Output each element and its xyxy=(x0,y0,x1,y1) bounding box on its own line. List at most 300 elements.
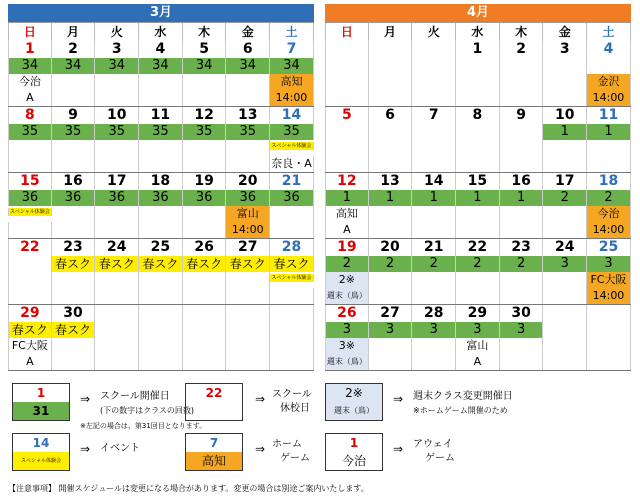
arrow-icon: ⇒ xyxy=(393,392,404,406)
day-number: 19 xyxy=(325,239,369,256)
event-text xyxy=(95,222,139,238)
day-number: 6 xyxy=(369,107,413,124)
event-text xyxy=(456,272,500,288)
dow-sun: 日 xyxy=(8,23,52,41)
legend-weekend-label: 週末クラス変更開催日 xyxy=(413,391,513,402)
class-count: 2 xyxy=(412,256,456,272)
class-count xyxy=(412,58,456,74)
week-w2 xyxy=(8,107,314,173)
day-number: 12 xyxy=(325,173,369,190)
event-text xyxy=(543,156,587,172)
event-text: スペシャル体験会 xyxy=(9,209,50,215)
day-number: 27 xyxy=(369,305,413,322)
event-text xyxy=(270,222,314,238)
march-calendar xyxy=(8,4,314,371)
day-number: 28 xyxy=(412,305,456,322)
class-count: 2 xyxy=(456,256,500,272)
event-text: スペシャル体験会 xyxy=(270,274,314,282)
event-text xyxy=(500,272,544,288)
event-text xyxy=(543,206,587,222)
event-text: 今治 xyxy=(8,74,52,90)
class-count xyxy=(8,256,52,272)
class-count: 1 xyxy=(456,190,500,206)
class-count: 35 xyxy=(95,124,139,140)
legend-school-day: 1 xyxy=(36,386,46,400)
day-number: 9 xyxy=(52,107,96,124)
event-text xyxy=(412,156,456,172)
event-text: 高知 xyxy=(325,206,369,222)
day-number xyxy=(270,305,314,322)
class-count: 春スク xyxy=(270,256,314,272)
class-count: 3 xyxy=(500,322,544,338)
class-count: 34 xyxy=(226,58,270,74)
class-count: 35 xyxy=(8,124,52,140)
day-number: 21 xyxy=(412,239,456,256)
week-w5 xyxy=(8,305,314,371)
class-count: 3 xyxy=(456,322,500,338)
event-text xyxy=(456,288,500,304)
day-number: 7 xyxy=(270,41,314,58)
week-w1 xyxy=(8,41,314,107)
class-count: 35 xyxy=(52,124,96,140)
dow-mon: 月 xyxy=(369,23,413,41)
event-text xyxy=(95,156,139,172)
class-count: 1 xyxy=(500,190,544,206)
legend-off-label1: スクール xyxy=(272,389,312,400)
event-text xyxy=(52,206,96,222)
legend-weekend-sub: 週末（鳥） xyxy=(334,406,374,415)
event-text xyxy=(456,90,500,106)
event-text xyxy=(456,206,500,222)
month-title: 4月 xyxy=(325,4,631,22)
class-count: 36 xyxy=(270,190,314,206)
event-text xyxy=(325,156,369,172)
day-number: 26 xyxy=(183,239,227,256)
event-text xyxy=(325,90,369,106)
dow-sat: 土 xyxy=(587,23,631,41)
day-number: 15 xyxy=(456,173,500,190)
event-text xyxy=(587,156,631,172)
legend-away-box xyxy=(325,433,383,471)
day-number: 18 xyxy=(587,173,631,190)
event-text xyxy=(369,222,413,238)
class-count: 2 xyxy=(500,256,544,272)
dow-thu: 木 xyxy=(500,23,544,41)
legend-school-note: ※左記の場合は、第31回目となります。 xyxy=(80,422,207,430)
class-count: 2 xyxy=(587,190,631,206)
event-text: FC大阪 xyxy=(587,272,631,288)
week-w5 xyxy=(325,305,631,371)
class-count: 2 xyxy=(369,256,413,272)
day-number: 2 xyxy=(500,41,544,58)
day-number: 26 xyxy=(325,305,369,322)
event-text xyxy=(52,74,96,90)
event-text xyxy=(500,338,544,354)
event-text xyxy=(139,90,183,106)
event-text xyxy=(412,140,456,156)
event-text xyxy=(543,140,587,156)
day-number: 5 xyxy=(325,107,369,124)
class-count: 34 xyxy=(139,58,183,74)
event-text xyxy=(52,140,96,156)
event-text xyxy=(412,272,456,288)
legend-away-team: 今治 xyxy=(341,454,366,468)
event-text xyxy=(543,272,587,288)
class-count xyxy=(325,124,369,140)
legend-away-label2: ゲーム xyxy=(425,453,455,464)
event-text xyxy=(369,74,413,90)
event-text xyxy=(500,354,544,370)
day-number: 4 xyxy=(139,41,183,58)
month-title: 3月 xyxy=(8,4,314,22)
event-text xyxy=(587,140,631,156)
event-text xyxy=(270,288,314,304)
day-number: 5 xyxy=(183,41,227,58)
event-text xyxy=(8,272,52,288)
week-w1 xyxy=(325,41,631,107)
legend-school-sub: (下の数字はクラスの回数) xyxy=(100,406,195,415)
event-text xyxy=(456,222,500,238)
class-count xyxy=(543,322,587,338)
event-text xyxy=(95,288,139,304)
legend-school-box xyxy=(12,383,70,421)
class-count: 3 xyxy=(587,256,631,272)
event-text xyxy=(543,338,587,354)
event-text xyxy=(8,288,52,304)
day-number xyxy=(543,305,587,322)
day-number: 17 xyxy=(95,173,139,190)
event-text xyxy=(139,206,183,222)
event-text xyxy=(52,288,96,304)
class-count xyxy=(369,124,413,140)
event-text xyxy=(52,156,96,172)
event-text xyxy=(226,272,270,288)
event-text xyxy=(412,288,456,304)
day-number: 23 xyxy=(52,239,96,256)
event-text xyxy=(412,206,456,222)
day-number: 20 xyxy=(226,173,270,190)
event-text xyxy=(139,272,183,288)
event-text xyxy=(270,206,314,222)
event-text xyxy=(183,140,227,156)
day-number: 1 xyxy=(456,41,500,58)
event-text xyxy=(183,222,227,238)
legend-off-day: 22 xyxy=(205,386,223,400)
legend-event-label: イベント xyxy=(100,443,140,454)
class-count: 春スク xyxy=(139,256,183,272)
dow-fri: 金 xyxy=(226,23,270,41)
class-count: 35 xyxy=(270,124,314,140)
day-number: 21 xyxy=(270,173,314,190)
legend-event-day: 14 xyxy=(32,436,50,450)
class-count: 36 xyxy=(139,190,183,206)
event-text xyxy=(139,74,183,90)
event-text xyxy=(183,288,227,304)
event-text xyxy=(412,90,456,106)
event-text xyxy=(226,90,270,106)
day-number: 6 xyxy=(226,41,270,58)
event-text: 2※ xyxy=(325,272,369,288)
event-text xyxy=(95,338,139,354)
class-count: 3 xyxy=(412,322,456,338)
day-number: 28 xyxy=(270,239,314,256)
class-count xyxy=(500,58,544,74)
event-text xyxy=(226,354,270,370)
legend-home-label2: ゲーム xyxy=(280,453,310,464)
event-text xyxy=(270,338,314,354)
event-text xyxy=(52,338,96,354)
class-count: 34 xyxy=(8,58,52,74)
event-text: A xyxy=(325,222,369,238)
day-number: 10 xyxy=(95,107,139,124)
week-w4 xyxy=(8,239,314,305)
event-text xyxy=(500,140,544,156)
event-text xyxy=(456,74,500,90)
day-number: 22 xyxy=(8,239,52,256)
day-number: 29 xyxy=(456,305,500,322)
legend-home-team: 高知 xyxy=(186,452,242,470)
event-text xyxy=(183,272,227,288)
day-number: 25 xyxy=(587,239,631,256)
event-text: 14:00 xyxy=(270,90,314,106)
day-number: 24 xyxy=(95,239,139,256)
event-text: 14:00 xyxy=(587,288,631,304)
event-text xyxy=(95,140,139,156)
event-text xyxy=(587,354,631,370)
event-text xyxy=(500,156,544,172)
class-count: 2 xyxy=(543,190,587,206)
day-number: 3 xyxy=(95,41,139,58)
event-text xyxy=(95,206,139,222)
event-text xyxy=(456,140,500,156)
day-number: 14 xyxy=(412,173,456,190)
week-w3 xyxy=(325,173,631,239)
class-count: 春スク xyxy=(226,256,270,272)
event-text xyxy=(543,288,587,304)
class-count: 春スク xyxy=(183,256,227,272)
event-text xyxy=(52,90,96,106)
event-text xyxy=(95,74,139,90)
event-text: 高知 xyxy=(270,74,314,90)
event-text xyxy=(543,90,587,106)
day-number: 30 xyxy=(52,305,96,322)
event-text xyxy=(543,354,587,370)
day-number: 30 xyxy=(500,305,544,322)
arrow-icon: ⇒ xyxy=(255,392,266,406)
legend-school-label: スクール開催日 xyxy=(100,391,170,402)
day-number: 17 xyxy=(543,173,587,190)
day-number: 11 xyxy=(587,107,631,124)
event-text: FC大阪 xyxy=(8,338,52,354)
event-text xyxy=(543,74,587,90)
day-number: 8 xyxy=(456,107,500,124)
event-text: A xyxy=(456,354,500,370)
day-number: 11 xyxy=(139,107,183,124)
event-text xyxy=(52,222,96,238)
day-number: 13 xyxy=(226,107,270,124)
event-text xyxy=(369,156,413,172)
event-text: 金沢 xyxy=(587,74,631,90)
week-w3 xyxy=(8,173,314,239)
class-count xyxy=(95,322,139,338)
class-count: 春スク xyxy=(52,256,96,272)
event-text xyxy=(183,74,227,90)
legend-away-day: 1 xyxy=(349,436,359,450)
event-text xyxy=(412,74,456,90)
event-text xyxy=(412,222,456,238)
event-text xyxy=(226,156,270,172)
class-count: 1 xyxy=(543,124,587,140)
day-number xyxy=(183,305,227,322)
class-count xyxy=(543,58,587,74)
event-text xyxy=(52,272,96,288)
day-number xyxy=(95,305,139,322)
dow-sun: 日 xyxy=(325,23,369,41)
class-count xyxy=(500,124,544,140)
event-text: 奈良・A xyxy=(270,156,314,172)
day-number xyxy=(139,305,183,322)
arrow-icon: ⇒ xyxy=(80,442,91,456)
class-count: 34 xyxy=(183,58,227,74)
day-number: 24 xyxy=(543,239,587,256)
class-count xyxy=(139,322,183,338)
legend-home-box xyxy=(185,433,243,471)
class-count: 36 xyxy=(183,190,227,206)
class-count: 3 xyxy=(369,322,413,338)
event-text xyxy=(369,140,413,156)
event-text xyxy=(412,354,456,370)
class-count xyxy=(456,58,500,74)
day-number: 4 xyxy=(587,41,631,58)
event-text xyxy=(369,338,413,354)
day-number: 23 xyxy=(500,239,544,256)
day-number: 7 xyxy=(412,107,456,124)
event-text xyxy=(226,74,270,90)
class-count xyxy=(226,322,270,338)
dow-fri: 金 xyxy=(543,23,587,41)
dow-sat: 土 xyxy=(270,23,314,41)
dow-mon: 月 xyxy=(52,23,96,41)
day-number: 25 xyxy=(139,239,183,256)
event-text xyxy=(456,156,500,172)
event-text xyxy=(183,90,227,106)
class-count: 35 xyxy=(226,124,270,140)
dow-wed: 水 xyxy=(456,23,500,41)
day-number: 29 xyxy=(8,305,52,322)
legend-event-sub: スペシャル体験会 xyxy=(13,452,69,470)
event-text xyxy=(500,206,544,222)
class-count xyxy=(325,58,369,74)
event-text: 富山 xyxy=(226,206,270,222)
event-text: A xyxy=(8,354,52,370)
event-text xyxy=(8,222,52,238)
class-count xyxy=(456,124,500,140)
footnote: 【注意事項】 開催スケジュールは変更になる場合があります。変更の場合は別途ご案内いたします。 xyxy=(8,484,369,493)
class-count: 春スク xyxy=(95,256,139,272)
legend-away-label1: アウェイ xyxy=(413,439,453,450)
event-text: 週末（鳥） xyxy=(325,354,369,370)
event-text: 14:00 xyxy=(587,90,631,106)
class-count xyxy=(587,322,631,338)
dow-tue: 火 xyxy=(412,23,456,41)
day-number: 27 xyxy=(226,239,270,256)
event-text: A xyxy=(8,90,52,106)
event-text xyxy=(500,288,544,304)
event-text xyxy=(226,338,270,354)
class-count: 1 xyxy=(587,124,631,140)
class-count: 36 xyxy=(226,190,270,206)
event-text xyxy=(500,74,544,90)
class-count: 1 xyxy=(369,190,413,206)
week-w4 xyxy=(325,239,631,305)
event-text xyxy=(369,90,413,106)
event-text xyxy=(95,90,139,106)
legend-event-box xyxy=(12,433,70,471)
event-text xyxy=(183,156,227,172)
event-text xyxy=(270,354,314,370)
day-number: 9 xyxy=(500,107,544,124)
day-number: 2 xyxy=(52,41,96,58)
class-count: 34 xyxy=(95,58,139,74)
dow-tue: 火 xyxy=(95,23,139,41)
weekday-header xyxy=(8,22,314,41)
event-text xyxy=(183,354,227,370)
day-number: 1 xyxy=(8,41,52,58)
day-number xyxy=(325,41,369,58)
class-count: 3 xyxy=(543,256,587,272)
event-text xyxy=(139,338,183,354)
event-text xyxy=(139,354,183,370)
event-text xyxy=(500,222,544,238)
legend-weekend-num: 2※ xyxy=(345,386,363,400)
day-number xyxy=(369,41,413,58)
day-number: 16 xyxy=(52,173,96,190)
class-count: 35 xyxy=(183,124,227,140)
day-number: 13 xyxy=(369,173,413,190)
class-count: 36 xyxy=(8,190,52,206)
legend-home-day: 7 xyxy=(209,436,219,450)
event-text xyxy=(543,222,587,238)
dow-thu: 木 xyxy=(183,23,227,41)
day-number: 10 xyxy=(543,107,587,124)
event-text xyxy=(500,90,544,106)
day-number: 16 xyxy=(500,173,544,190)
class-count: 2 xyxy=(325,256,369,272)
event-text xyxy=(412,338,456,354)
event-text xyxy=(139,140,183,156)
legend-off-box xyxy=(185,383,243,421)
event-text: 週末（鳥） xyxy=(325,288,369,304)
event-text xyxy=(369,272,413,288)
week-w2 xyxy=(325,107,631,173)
event-text: スペシャル体験会 xyxy=(270,142,314,150)
event-text xyxy=(226,288,270,304)
class-count: 34 xyxy=(270,58,314,74)
event-text xyxy=(95,272,139,288)
class-count xyxy=(270,322,314,338)
day-number xyxy=(412,41,456,58)
day-number: 19 xyxy=(183,173,227,190)
class-count: 36 xyxy=(95,190,139,206)
day-number: 12 xyxy=(183,107,227,124)
legend-school-count: 31 xyxy=(13,402,69,420)
day-number xyxy=(226,305,270,322)
event-text xyxy=(325,140,369,156)
event-text: 14:00 xyxy=(587,222,631,238)
day-number: 8 xyxy=(8,107,52,124)
arrow-icon: ⇒ xyxy=(393,442,404,456)
day-number: 22 xyxy=(456,239,500,256)
